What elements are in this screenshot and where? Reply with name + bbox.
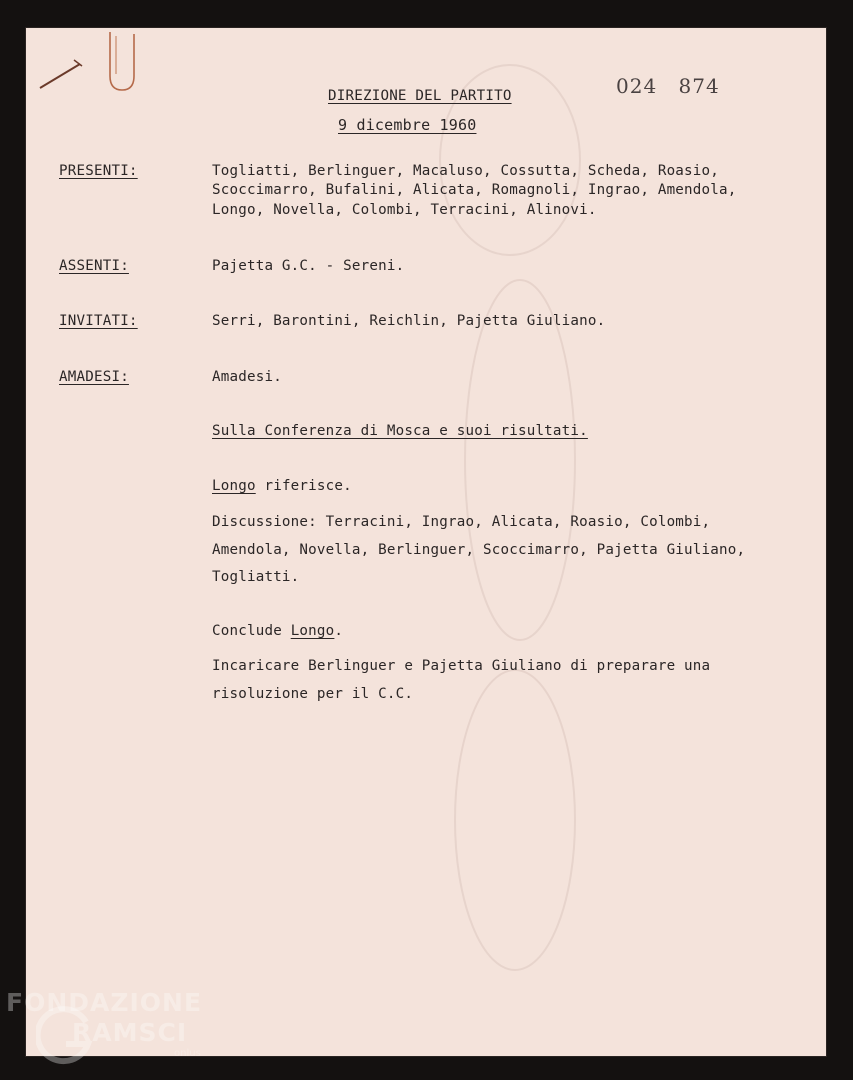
presenti-line: Scoccimarro, Bufalini, Alicata, Romagnoli, Ingrao, Amendola,	[212, 182, 737, 198]
document-title: DIREZIONE DEL PARTITO	[328, 88, 512, 104]
label-assenti: ASSENTI:	[59, 258, 129, 274]
report-verb: riferisce.	[255, 478, 352, 494]
pencil-mark-icon	[38, 58, 88, 92]
discussion-line: Discussione: Terracini, Ingrao, Alicata, Roasio, Colombi,	[212, 514, 711, 530]
label-amadesi: AMADESI:	[59, 369, 129, 385]
conclusion-line	[212, 621, 343, 641]
discussion-line: Amendola, Novella, Berlinguer, Scoccimarro, Pajetta Giuliano,	[212, 542, 746, 558]
decision-line: risoluzione per il C.C.	[212, 686, 414, 702]
document-date: 9 dicembre 1960	[338, 116, 477, 134]
label-presenti: PRESENTI:	[59, 163, 138, 179]
paperclip-icon	[98, 30, 138, 94]
conclusion-speaker: Longo	[290, 623, 335, 639]
watermark-line2: RAMSCI	[72, 1018, 188, 1047]
report-speaker: Longo	[212, 478, 256, 494]
conclusion-prefix: Conclude	[212, 623, 291, 639]
label-invitati: INVITATI:	[59, 313, 138, 329]
conclusion-suffix: .	[334, 623, 344, 639]
watermark-line3: onlus	[174, 1048, 201, 1059]
watermark-line1: FONDAZIONE	[6, 988, 203, 1017]
amadesi-value: Amadesi.	[212, 369, 282, 385]
presenti-line: Longo, Novella, Colombi, Terracini, Alinovi.	[212, 202, 597, 218]
invitati-value: Serri, Barontini, Reichlin, Pajetta Giuliano.	[212, 313, 606, 329]
report-line	[212, 476, 352, 496]
agenda-title: Sulla Conferenza di Mosca e suoi risultati.	[212, 423, 588, 439]
decision-line: Incaricare Berlinguer e Pajetta Giuliano di preparare una	[212, 658, 711, 674]
assenti-value: Pajetta G.C. - Sereni.	[212, 258, 405, 274]
presenti-line: Togliatti, Berlinguer, Macaluso, Cossutta, Scheda, Roasio,	[212, 163, 720, 179]
archive-number: 024 874	[616, 74, 720, 98]
discussion-line: Togliatti.	[212, 569, 300, 585]
fondazione-gramsci-watermark	[6, 988, 236, 1068]
